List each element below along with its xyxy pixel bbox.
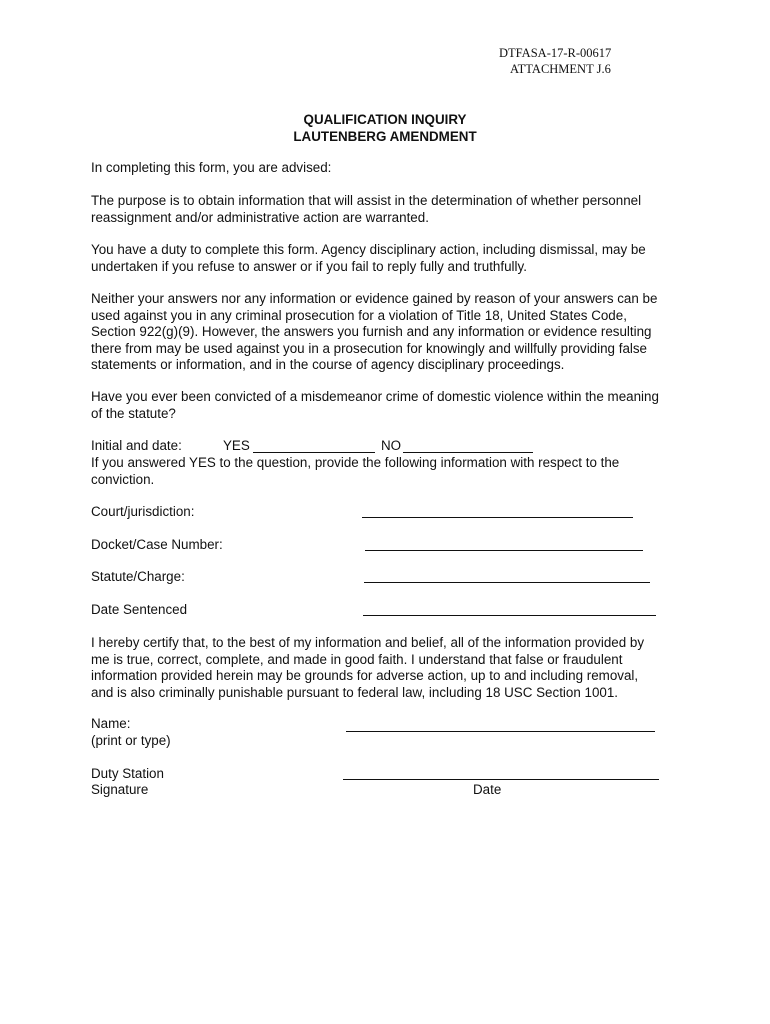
date-sentenced-line[interactable] [363,615,656,616]
document-reference [499,46,611,77]
date-label: Date [473,782,502,797]
no-label: NO [381,438,402,453]
name-line[interactable] [346,731,655,732]
solicitation-number: DTFASA-17-R-00617 [499,46,612,60]
conviction-question: Have you ever been convicted of a misdemeanor crime of domestic violence within the meaning of the statute? [91,389,659,421]
docket-case-number-label: Docket/Case Number: [91,537,223,552]
title-line-2: LAUTENBERG AMENDMENT [293,128,477,144]
form-title [0,112,770,145]
statute-charge-line[interactable] [364,582,650,583]
initial-date-label: Initial and date: [91,438,182,453]
duty-station-label: Duty Station [91,766,164,781]
name-label: Name: [91,716,131,731]
signature-line[interactable] [343,779,659,780]
intro-text: In completing this form, you are advised: [91,160,332,175]
statute-charge-label: Statute/Charge: [91,569,185,584]
certification-paragraph: I hereby certify that, to the best of my information and belief, all of the information provided by me is true, correct, complete, and made in good faith. I understand that false or fraudulent information provided herein may be grounds for adverse action, up to and including removal, and is also criminally punishable pursuant to federal law, including 18 USC Section 1001. [91,635,645,700]
court-jurisdiction-label: Court/jurisdiction: [91,504,195,519]
title-line-1: QUALIFICATION INQUIRY [303,112,467,127]
duty-paragraph: You have a duty to complete this form. Agency disciplinary action, including dismissal, may be undertaken if you refuse to answer or if you fail to reply fully and truthfully. [91,242,646,274]
name-hint: (print or type) [91,733,171,748]
purpose-paragraph: The purpose is to obtain information that will assist in the determination of whether personnel reassignment and/or administrative action are warranted. [91,193,642,225]
notice-paragraph: Neither your answers nor any information or evidence gained by reason of your answers can be used against you in any criminal prosecution for a violation of Title 18, United States Code, Section 922(g)(9). However, the answers you furnish and any information or evidence resulting there from may be used against you in a prosecution for knowingly and willfully providing false statements or information, and in the course of agency disciplinary proceedings. [91,291,658,372]
followup-instruction: If you answered YES to the question, provide the following information with respect to the conviction. [91,455,620,487]
court-jurisdiction-line[interactable] [362,517,633,518]
docket-case-number-line[interactable] [365,550,643,551]
signature-label: Signature [91,782,149,797]
date-sentenced-label: Date Sentenced [91,602,188,617]
no-initial-line[interactable] [403,452,533,453]
yes-initial-line[interactable] [253,452,375,453]
attachment-label: ATTACHMENT J.6 [510,61,611,76]
yes-label: YES [223,438,250,453]
